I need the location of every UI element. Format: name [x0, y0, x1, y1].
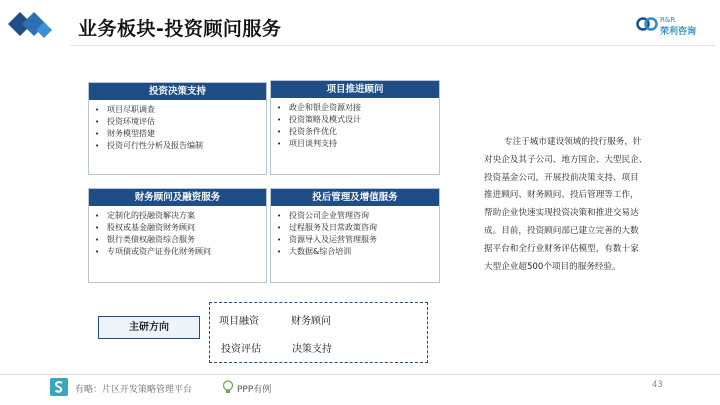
list-item: • 大数据&综合培训 — [277, 247, 352, 256]
page-title: 业务板块-投资顾问服务 — [78, 18, 282, 40]
description-line: 成。目前，投资顾问部已建立完善的大数 — [484, 225, 639, 236]
box-title: 投后管理及增值服务 — [271, 189, 439, 206]
list-item: • 投资可行性分析及报告编制 — [95, 141, 203, 150]
list-item: • 过程服务及日常政策咨询 — [277, 223, 377, 232]
description-line: 推进顾问、财务顾问、投后管理等工作， — [484, 190, 639, 201]
description-line: 对央企及其子公司、地方国企、大型民企、 — [484, 154, 648, 165]
list-item: • 投资公司企业管理咨询 — [277, 211, 369, 220]
footer-platform-text: 有略：片区开发策略管理平台 — [75, 385, 193, 395]
description-line: 据平台和全行业财务评估模型，有数十家 — [484, 243, 639, 254]
list-item: • 项目谈判支持 — [277, 139, 337, 148]
footer-ppp-text: PPP有例 — [237, 385, 272, 395]
logo-diamonds-icon — [8, 10, 58, 44]
page-number: 43 — [652, 380, 663, 390]
direction-item: 财务顾问 — [291, 316, 331, 327]
direction-item: 项目融资 — [219, 316, 259, 327]
brand-name: 荣利咨询 — [660, 27, 697, 37]
box-list — [95, 210, 262, 258]
list-item: • 定制化的投融资解决方案 — [95, 211, 195, 220]
brand-mark-icon — [636, 14, 658, 34]
list-item: • 政企和银企资源对接 — [277, 103, 361, 112]
box-list — [277, 102, 435, 150]
description-line: 大型企业超500个项目的服务经验。 — [484, 261, 621, 272]
box-financial-advisory — [88, 188, 267, 283]
box-title: 项目推进顾问 — [271, 81, 439, 98]
box-list — [95, 104, 262, 152]
list-item: • 股权或基金融资财务顾问 — [95, 223, 195, 232]
directions-label: 主研方向 — [98, 316, 200, 339]
list-item: • 投资策略及模式设计 — [277, 115, 361, 124]
lightbulb-icon — [222, 380, 234, 394]
box-title: 财务顾问及融资服务 — [89, 189, 266, 206]
description-line: 专注于城市建设领域的投行服务，针 — [504, 137, 642, 147]
direction-item: 投资评估 — [221, 344, 261, 355]
platform-logo-icon — [50, 378, 68, 396]
list-item: • 项目尽职调查 — [95, 105, 155, 114]
box-project-promotion — [270, 80, 440, 175]
list-item: • 专项债或资产证券化财务顾问 — [95, 247, 211, 256]
description-line: 投资基金公司，开展投前决策支持、项目 — [484, 172, 639, 183]
list-item: • 银行类债权融资综合服务 — [95, 235, 195, 244]
footer-divider — [0, 374, 720, 375]
brand-logo — [636, 14, 714, 38]
brand-small: R&R — [660, 16, 676, 24]
box-list — [277, 210, 435, 258]
direction-item: 决策支持 — [292, 344, 332, 355]
list-item: • 资源导入及运营管理服务 — [277, 235, 377, 244]
list-item: • 财务模型搭建 — [95, 129, 155, 138]
description-line: 帮助企业快速实现投资决策和推进交易达 — [484, 208, 639, 219]
box-title: 投资决策支持 — [89, 83, 266, 100]
box-investment-decision — [88, 82, 267, 175]
box-post-investment — [270, 188, 440, 283]
list-item: • 投资条件优化 — [277, 127, 337, 136]
list-item: • 投资环境评估 — [95, 117, 155, 126]
description-text — [484, 134, 660, 276]
header-divider — [70, 45, 715, 46]
